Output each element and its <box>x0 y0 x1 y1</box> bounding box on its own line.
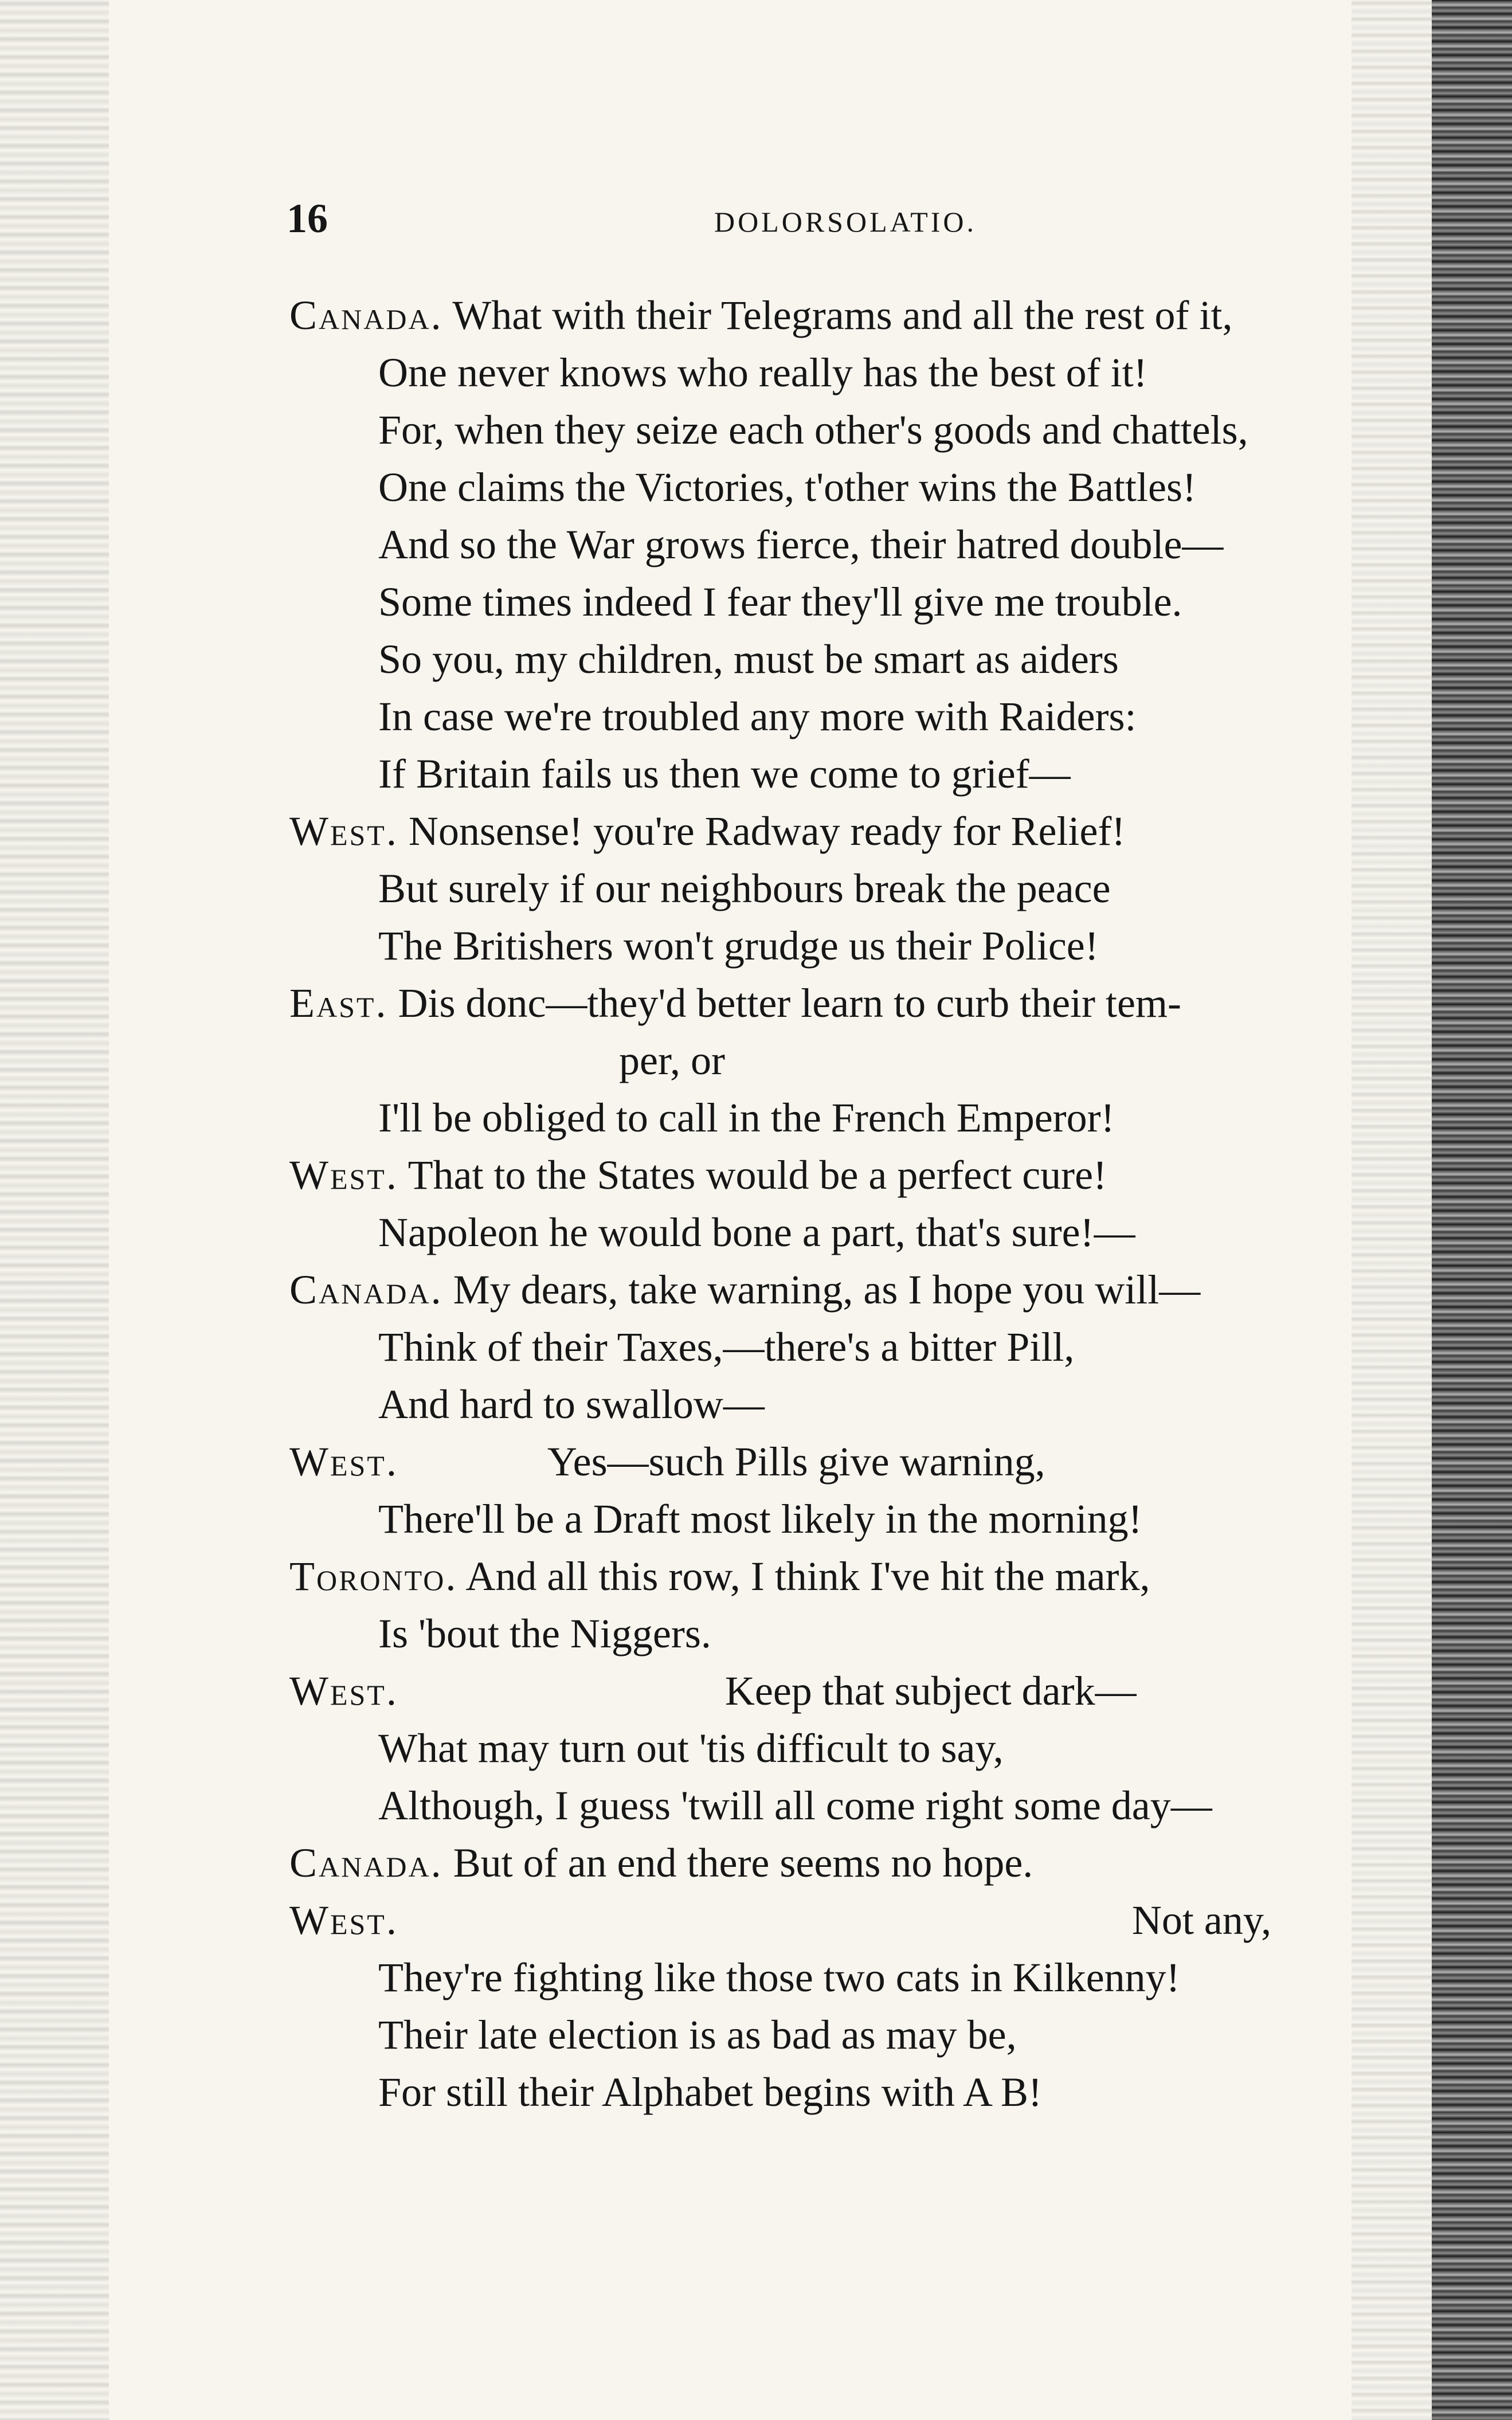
line-text: They're fighting like those two cats in Kilkenny! <box>378 1955 1180 2000</box>
line-text: But of an end there seems no hope. <box>453 1840 1033 1886</box>
verse-line <box>378 573 1182 631</box>
verse-line <box>289 1834 1033 1892</box>
verse-line <box>378 344 1147 401</box>
speaker-name: Canada. <box>289 292 443 338</box>
line-text: Although, I guess 'twill all come right some day— <box>378 1783 1212 1828</box>
verse-line <box>378 401 1248 459</box>
line-text: Not any, <box>1131 1897 1272 1943</box>
verse-line <box>378 2063 1042 2121</box>
line-text: Keep that subject dark— <box>724 1668 1137 1714</box>
verse-line <box>378 860 1111 917</box>
verse-line <box>289 1548 1150 1605</box>
line-text: But surely if our neighbours break the peace <box>378 866 1111 911</box>
verse-line <box>619 1032 725 1089</box>
speaker-name: Canada. <box>289 1267 443 1313</box>
verse-line <box>289 974 1181 1032</box>
verse-line <box>289 287 1233 344</box>
line-text: Is 'bout the Niggers. <box>378 1611 711 1657</box>
verse-line <box>289 1662 1137 1720</box>
verse-line <box>378 1720 1004 1777</box>
verse-line <box>378 745 1071 802</box>
speaker-name: West. <box>289 1897 398 1943</box>
verse-line <box>378 1949 1180 2006</box>
line-text: Nonsense! you're Radway ready for Relief! <box>408 808 1126 854</box>
speaker-name: Toronto. <box>289 1553 458 1599</box>
verse-line <box>289 1892 1271 1949</box>
right-page-gutter <box>1352 0 1432 2420</box>
line-text: Some times indeed I fear they'll give me trouble. <box>378 579 1182 625</box>
line-text: What with their Telegrams and all the rest of it, <box>452 292 1233 338</box>
verse-line <box>378 1089 1115 1146</box>
speaker-name: West. <box>289 808 398 854</box>
verse-line <box>378 1376 765 1433</box>
verse-line <box>378 1490 1142 1548</box>
line-text: Think of their Taxes,—there's a bitter Pill, <box>378 1324 1075 1370</box>
page-header <box>287 195 1404 258</box>
line-text: Yes—such Pills give warning, <box>547 1439 1045 1485</box>
verse-line <box>289 1261 1200 1318</box>
line-text: That to the States would be a perfect cure! <box>408 1152 1107 1198</box>
verse-line <box>378 917 1099 974</box>
verse-line <box>378 1777 1212 1834</box>
verse-line <box>378 1605 711 1662</box>
verse-line <box>378 631 1119 688</box>
line-text: For, when they seize each other's goods and chattels, <box>378 407 1248 453</box>
line-text: And hard to swallow— <box>378 1381 765 1427</box>
speaker-name: Canada. <box>289 1840 443 1886</box>
line-text: Napoleon he would bone a part, that's sure!— <box>378 1209 1135 1255</box>
line-text: So you, my children, must be smart as aiders <box>378 636 1119 682</box>
line-text: And so the War grows fierce, their hatred double— <box>378 522 1224 567</box>
line-text: There'll be a Draft most likely in the morning! <box>378 1496 1142 1542</box>
verse-line <box>289 802 1125 860</box>
speaker-name: West. <box>289 1152 398 1198</box>
speaker-name: West. <box>289 1439 398 1485</box>
line-text: I'll be obliged to call in the French Emperor! <box>378 1095 1115 1141</box>
line-text: And all this row, I think I've hit the mark, <box>465 1553 1150 1599</box>
verse-line <box>378 459 1196 516</box>
page-number: 16 <box>287 195 328 241</box>
line-text: Dis donc—they'd better learn to curb their tem- <box>398 980 1181 1026</box>
verse-line <box>378 1318 1074 1376</box>
line-text: What may turn out 'tis difficult to say, <box>378 1725 1004 1771</box>
verse-line <box>378 688 1137 745</box>
line-text: One claims the Victories, t'other wins the Battles! <box>378 464 1196 510</box>
verse-line <box>289 1146 1107 1204</box>
left-page-edge <box>0 0 109 2420</box>
line-text: My dears, take warning, as I hope you will— <box>453 1267 1201 1313</box>
line-text: If Britain fails us then we come to grief— <box>378 751 1071 797</box>
line-text: One never knows who really has the best of it! <box>378 350 1147 395</box>
verse-line <box>289 1433 1045 1490</box>
line-text: The Britishers won't grudge us their Police! <box>378 923 1099 969</box>
running-title: DOLORSOLATIO. <box>714 206 977 238</box>
verse-line <box>378 516 1223 573</box>
speaker-name: West. <box>289 1668 398 1714</box>
right-page-edge <box>1432 0 1512 2420</box>
verse-line <box>378 2006 1017 2063</box>
line-text: Their late election is as bad as may be, <box>378 2012 1017 2058</box>
verse-line <box>378 1204 1135 1261</box>
speaker-name: East. <box>289 980 388 1026</box>
line-text: In case we're troubled any more with Raiders: <box>378 694 1137 739</box>
line-text: For still their Alphabet begins with A B! <box>378 2069 1042 2115</box>
line-text: per, or <box>619 1037 726 1083</box>
